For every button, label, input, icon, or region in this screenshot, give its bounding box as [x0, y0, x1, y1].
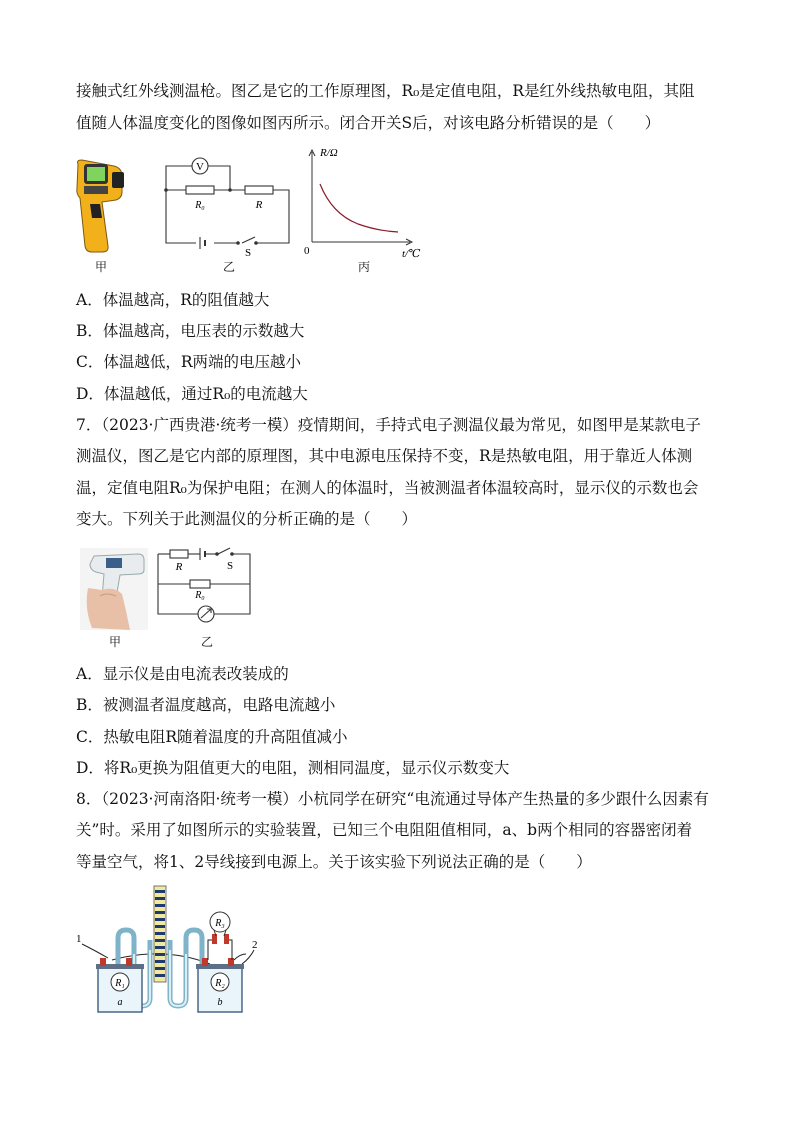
- q6-caption-bing: 丙: [358, 260, 371, 274]
- q7-r0-label: R₀: [195, 590, 205, 601]
- q6-caption-jia: 甲: [95, 260, 108, 274]
- q7-caption-jia: 甲: [109, 635, 122, 649]
- q7-r-label: R: [175, 561, 183, 573]
- q7-stem-line-4: 变大。下列关于此测温仪的分析正确的是（ ）: [76, 510, 418, 528]
- q7-option-a[interactable]: A．显示仪是由电流表改装成的: [76, 665, 289, 683]
- q7-handheld-thermometer-image: [80, 548, 148, 630]
- q8-r1-label: R₁: [115, 978, 125, 989]
- q6-origin-label: 0: [304, 245, 310, 257]
- q6-stem-line-1: 接触式红外线测温枪。图乙是它的工作原理图，R₀是定值电阻，R是红外线热敏电阻，其阻: [76, 82, 695, 100]
- q6-r0-label: R₀: [195, 200, 205, 211]
- q8-stem-line-3: 等量空气，将1、2导线接到电源上。关于该实验下列说法正确的是（ ）: [76, 853, 592, 871]
- q6-voltmeter-label: V: [196, 161, 204, 173]
- q7-switch-label: S: [226, 560, 234, 572]
- q7-option-d[interactable]: D．将R₀更换为阻值更大的电阻，测相同温度，显示仪示数变大: [76, 759, 510, 777]
- q6-caption-yi: 乙: [223, 260, 236, 274]
- q8-container-b-label: b: [217, 997, 223, 1008]
- q6-stem-line-2: 值随人体温度变化的图像如图丙所示。闭合开关S后，对该电路分析错误的是（ ）: [76, 114, 661, 132]
- q8-r3-label: R₃: [215, 918, 225, 929]
- q7-option-b[interactable]: B．被测温者温度越高，电路电流越小: [76, 696, 336, 714]
- q8-stem-line-1: 8．（2023·河南洛阳·统考一模）小杭同学在研究“电流通过导体产生热量的多少跟什么因素有: [76, 790, 709, 808]
- q7-stem-line-3: 温，定值电阻R₀为保护电阻；在测人的体温时，当被测温者体温较高时，显示仪的示数也会: [76, 479, 699, 497]
- q6-r-label: R: [255, 199, 263, 211]
- q7-option-c[interactable]: C．热敏电阻R随着温度的升高阻值减小: [76, 728, 348, 746]
- q8-wire-1-label: 1: [76, 933, 82, 945]
- q6-circuit-diagram: [160, 152, 300, 258]
- q6-option-b[interactable]: B．体温越高，电压表的示数越大: [76, 322, 305, 340]
- q6-option-d[interactable]: D．体温越低，通过R₀的电流越大: [76, 385, 308, 403]
- q8-r2-label: R₂: [215, 978, 225, 989]
- q6-switch-label: S: [244, 247, 252, 258]
- q6-y-axis-label: R/Ω: [320, 147, 338, 159]
- q6-thermometer-gun-image: [72, 158, 134, 254]
- q7-stem-line-1: 7．（2023·广西贵港·统考一模）疫情期间，手持式电子测温仪最为常见，如图甲是某款电子: [76, 416, 701, 434]
- q6-option-a[interactable]: A．体温越高，R的阻值越大: [76, 291, 270, 309]
- q6-resistance-temperature-graph: [298, 142, 430, 260]
- q6-x-axis-label: t/℃: [402, 248, 421, 260]
- q8-stem-line-2: 关”时。采用了如图所示的实验装置，已知三个电阻阻值相同，a、b两个相同的容器密闭着: [76, 821, 693, 839]
- q7-circuit-diagram: [154, 546, 256, 630]
- q8-apparatus-diagram: [74, 884, 274, 1016]
- q6-option-c[interactable]: C．体温越低，R两端的电压越小: [76, 353, 302, 371]
- q7-caption-yi: 乙: [201, 635, 214, 649]
- q8-wire-2-label: 2: [252, 939, 258, 951]
- q8-container-a-label: a: [117, 997, 123, 1008]
- q7-stem-line-2: 测温仪，图乙是它内部的原理图，其中电源电压保持不变，R是热敏电阻，用于靠近人体测: [76, 447, 693, 465]
